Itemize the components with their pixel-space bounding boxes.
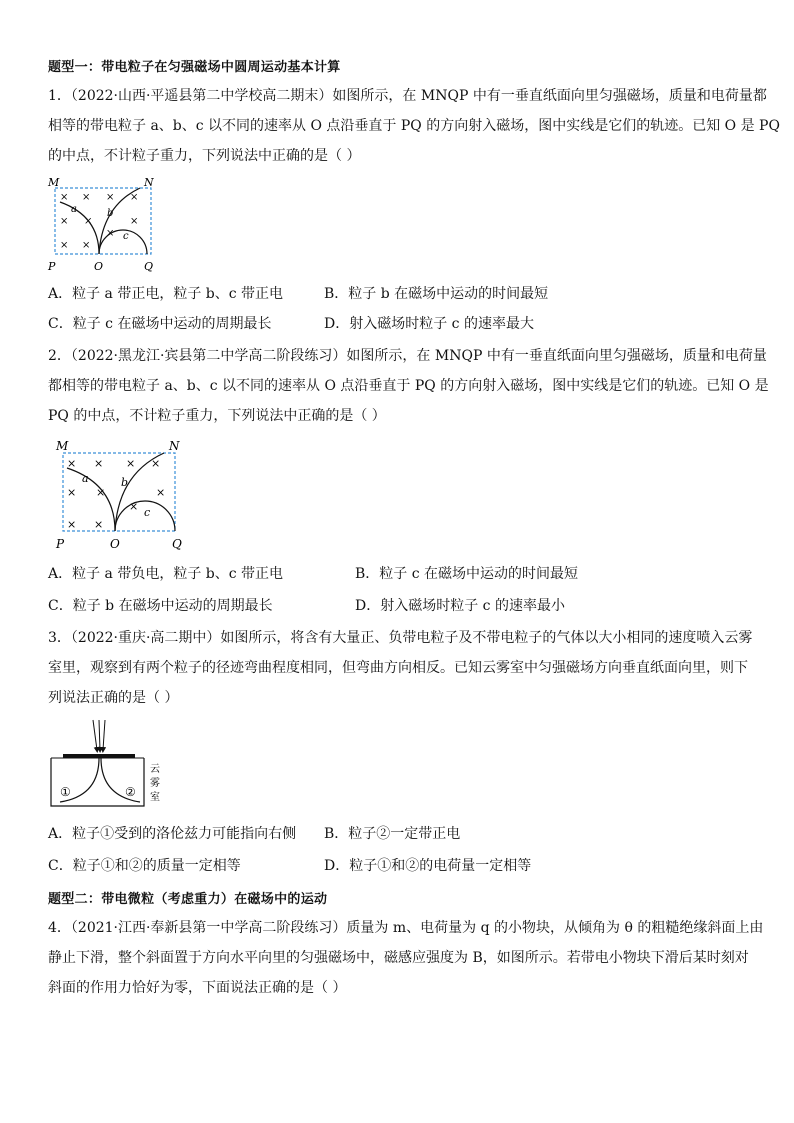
q2-option-d[interactable]: D．射入磁场时粒子 c 的速率最小 xyxy=(355,598,565,614)
section-title-1: 题型一：带电粒子在匀强磁场中圆周运动基本计算 xyxy=(48,60,341,75)
nozzle-plate xyxy=(63,754,135,758)
svg-text:×: × xyxy=(106,192,115,203)
q3-option-d[interactable]: D．粒子①和②的电荷量一定相等 xyxy=(324,858,532,874)
svg-text:×: × xyxy=(82,240,91,251)
q2-option-a[interactable]: A．粒子 a 带负电，粒子 b、c 带正电 xyxy=(48,566,284,582)
label-N: N xyxy=(144,176,154,189)
q3-stem-line-1: 3．（2022·重庆·高二期中）如图所示，将含有大量正、负带电粒子及不带电粒子的气体以大小相同的速度喷入云雾 xyxy=(48,630,753,646)
q1-stem-line-1: 1．（2022·山西·平遥县第二中学校高二期末）如图所示，在 MNQP 中有一垂直纸面向里匀强磁场，质量和电荷量都 xyxy=(48,88,767,104)
svg-text:×: × xyxy=(129,500,139,513)
label-particle-2: ② xyxy=(125,785,136,799)
q1-option-d[interactable]: D．射入磁场时粒子 c 的速率最大 xyxy=(324,316,534,332)
label-a: a xyxy=(82,472,89,485)
injection-arrow xyxy=(103,720,105,750)
svg-text:×: × xyxy=(94,457,104,470)
label-b: b xyxy=(107,208,114,219)
label-N: N xyxy=(169,439,180,453)
q3-figure-cloud-chamber xyxy=(46,718,176,812)
section-title-2: 题型二：带电微粒（考虑重力）在磁场中的运动 xyxy=(48,892,328,907)
label-Q: Q xyxy=(172,537,182,551)
q1-option-a[interactable]: A．粒子 a 带正电，粒子 b、c 带正电 xyxy=(48,286,284,302)
q3-option-a[interactable]: A．粒子①受到的洛伦兹力可能指向右侧 xyxy=(48,826,297,842)
q2-stem-line-1: 2．（2022·黑龙江·宾县第二中学高二阶段练习）如图所示，在 MNQP 中有一垂直纸面向里匀强磁场，质量和电荷量 xyxy=(48,348,767,364)
q1-stem-line-3: 的中点，不计粒子重力，下列说法中正确的是（ ） xyxy=(48,148,361,164)
label-chamber: 云 xyxy=(150,764,160,775)
svg-text:×: × xyxy=(156,486,166,499)
svg-text:×: × xyxy=(126,457,136,470)
q4-stem-line-3: 斜面的作用力恰好为零，下面说法正确的是（ ） xyxy=(48,980,347,996)
svg-text:×: × xyxy=(60,240,69,251)
q2-stem-line-3: PQ 的中点，不计粒子重力，下列说法中正确的是（ ） xyxy=(48,408,386,424)
label-Q: Q xyxy=(144,260,154,273)
q2-figure xyxy=(52,436,192,552)
injection-arrow xyxy=(99,720,100,750)
svg-text:×: × xyxy=(84,216,93,227)
q1-option-c[interactable]: C．粒子 c 在磁场中运动的周期最长 xyxy=(48,316,272,332)
svg-text:×: × xyxy=(67,457,77,470)
svg-text:×: × xyxy=(96,486,106,499)
injection-arrow xyxy=(93,720,97,750)
q4-stem-line-1: 4．（2021·江西·奉新县第一中学高二阶段练习）质量为 m、电荷量为 q 的小物块，从倾角为 θ 的粗糙绝缘斜面上由 xyxy=(48,920,764,936)
q3-stem-line-2: 室里，观察到有两个粒子的径迹弯曲程度相同，但弯曲方向相反。已知云雾室中匀强磁场方向垂直纸面向里，则下 xyxy=(48,660,748,676)
svg-text:×: × xyxy=(151,457,161,470)
label-chamber: 雾 xyxy=(150,778,160,789)
svg-text:×: × xyxy=(67,518,77,531)
q2-option-c[interactable]: C．粒子 b 在磁场中运动的周期最长 xyxy=(48,598,273,614)
svg-text:×: × xyxy=(130,192,139,203)
q2-option-b[interactable]: B．粒子 c 在磁场中运动的时间最短 xyxy=(355,566,579,582)
label-P: P xyxy=(48,260,56,273)
q3-stem-line-3: 列说法正确的是（ ） xyxy=(48,690,179,706)
q2-stem-line-2: 都相等的带电粒子 a、b、c 以不同的速率从 O 点沿垂直于 PQ 的方向射入磁场，图中实线是它们的轨迹。已知 O 是 xyxy=(48,378,769,394)
svg-text:×: × xyxy=(94,518,104,531)
q4-stem-line-2: 静止下滑，整个斜面置于方向水平向里的匀强磁场中，磁感应强度为 B，如图所示。若带电小物块下滑后某时刻对 xyxy=(48,950,749,966)
svg-text:×: × xyxy=(106,228,115,239)
magnetic-field-crosses xyxy=(60,192,138,251)
svg-text:×: × xyxy=(60,192,69,203)
q1-figure xyxy=(44,176,174,276)
svg-text:×: × xyxy=(60,216,69,227)
svg-text:×: × xyxy=(130,216,139,227)
label-c: c xyxy=(144,506,151,519)
label-M: M xyxy=(56,439,69,453)
label-particle-1: ① xyxy=(60,785,71,799)
label-P: P xyxy=(56,537,65,551)
label-b: b xyxy=(121,476,129,489)
svg-text:×: × xyxy=(82,192,91,203)
label-O: O xyxy=(94,260,104,273)
label-a: a xyxy=(71,204,77,215)
q3-option-c[interactable]: C．粒子①和②的质量一定相等 xyxy=(48,858,241,874)
svg-text:×: × xyxy=(67,486,77,499)
label-c: c xyxy=(123,231,129,242)
label-M: M xyxy=(48,176,60,189)
label-chamber: 室 xyxy=(150,792,160,803)
label-O: O xyxy=(110,537,120,551)
q1-stem-line-2: 相等的带电粒子 a、b、c 以不同的速率从 O 点沿垂直于 PQ 的方向射入磁场，图中实线是它们的轨迹。已知 O 是 PQ xyxy=(48,118,780,134)
q3-option-b[interactable]: B．粒子②一定带正电 xyxy=(324,826,461,842)
q1-option-b[interactable]: B．粒子 b 在磁场中运动的时间最短 xyxy=(324,286,549,302)
